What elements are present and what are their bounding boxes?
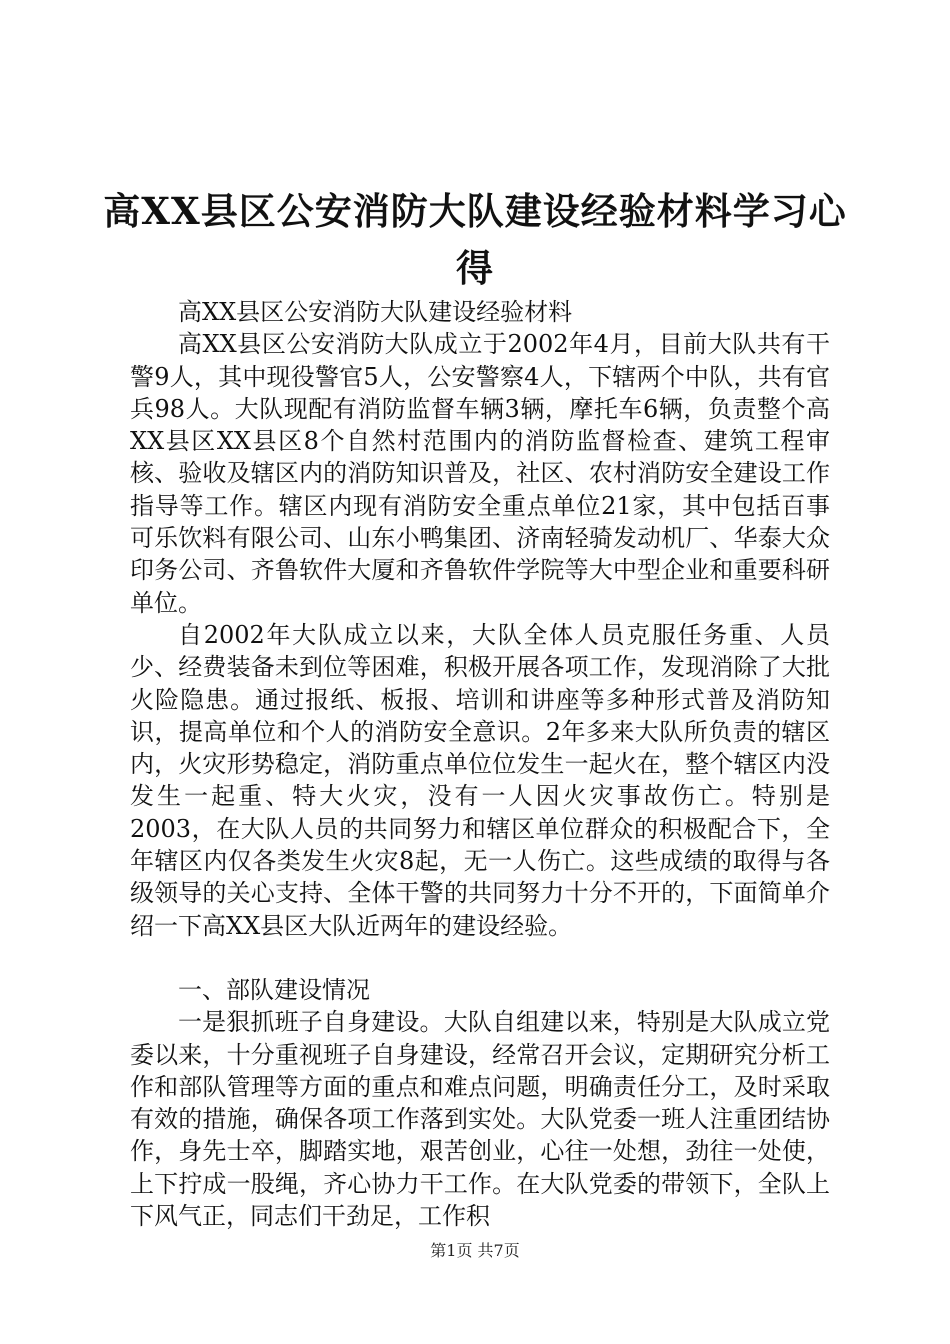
page-number-footer: 第1页 共7页 — [430, 1241, 520, 1260]
paragraph-gap — [130, 942, 830, 974]
document-title: 高XX县区公安消防大队建设经验材料学习心得 — [103, 189, 847, 290]
paragraph-section-one: 一是狠抓班子自身建设。大队自组建以来，特别是大队成立党委以来，十分重视班子自身建设，经常召开会议，定期研究分析工作和部队管理等方面的重点和难点问题，明确责任分工，及时采取有效的措施，确保各项工作落到实处。大队党委一班人注重团结协作，身先士卒，脚踏实地，艰苦创业，心往一处想，劲往一处使，上下拧成一股绳，齐心协力干工作。在大队党委的带领下，全队上下风气正，同志们干劲足，工作积 — [130, 1008, 830, 1231]
paragraph-intro: 高XX县区公安消防大队成立于2002年4月，目前大队共有干警9人，其中现役警官5人，公安警察4人，下辖两个中队，共有官兵98人。大队现配有消防监督车辆3辆，摩托车6辆，负责整个高XX县区XX县区8个自然村范围内的消防监督检查、建筑工程审核、验收及辖区内的消防知识普及，社区、农村消防安全建设工作指导等工作。辖区内现有消防安全重点单位21家，其中包括百事可乐饮料有限公司、山东小鸭集团、济南轻骑发动机厂、华泰大众印务公司、齐鲁软件大厦和齐鲁软件学院等大中型企业和重要科研单位。 — [130, 330, 830, 617]
section-heading: 一、部队建设情况 — [178, 975, 370, 1004]
document-subtitle: 高XX县区公安消防大队建设经验材料 — [178, 298, 573, 326]
document-body — [130, 296, 830, 1232]
paragraph-achievements: 自2002年大队成立以来，大队全体人员克服任务重、人员少、经费装备未到位等困难，积极开展各项工作，发现消除了大批火险隐患。通过报纸、板报、培训和讲座等多种形式普及消防知识，提高单位和个人的消防安全意识。2年多来大队所负责的辖区内，火灾形势稳定，消防重点单位位发生一起火在，整个辖区内没发生一起重、特大火灾，没有一人因火灾事故伤亡。特别是2003，在大队人员的共同努力和辖区单位群众的积极配合下，全年辖区内仅各类发生火灾8起，无一人伤亡。这些成绩的取得与各级领导的关心支持、全体干警的共同努力十分不开的，下面简单介绍一下高XX县区大队近两年的建设经验。 — [130, 620, 830, 940]
